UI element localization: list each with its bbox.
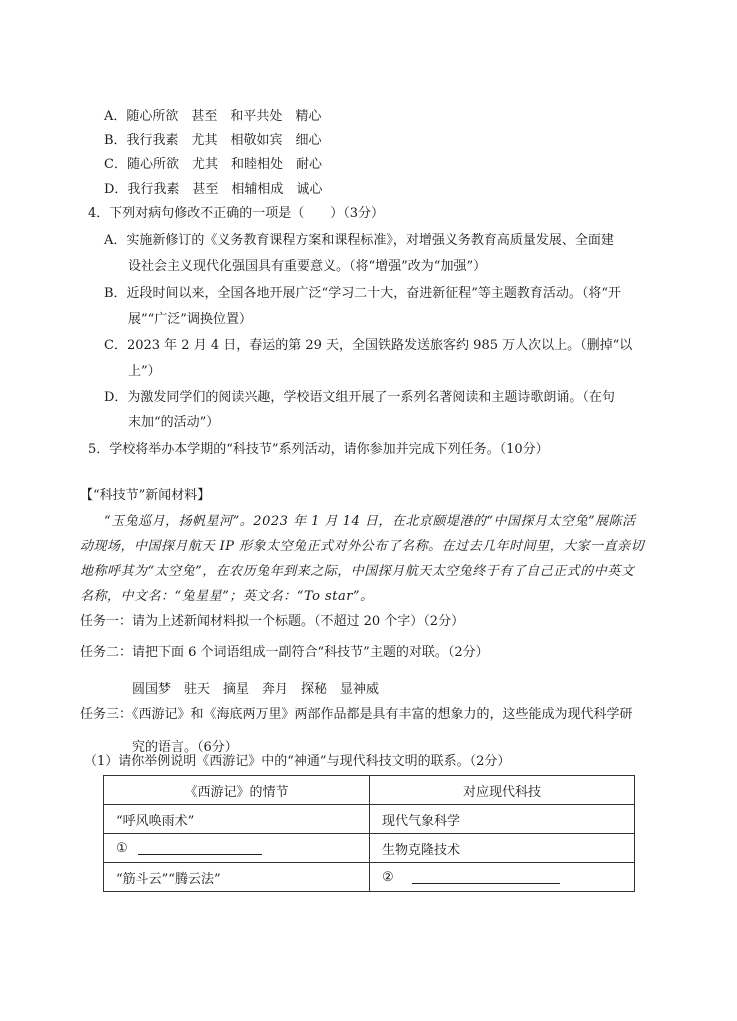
table-row xyxy=(104,805,635,834)
news-line-3: 地称呼其为“太空兔”，在农历兔年到来之际，中国探月航天太空兔终于有了自己正式的中英文 xyxy=(80,564,635,579)
table-header-row xyxy=(104,776,635,805)
table-cell: “呼风唤雨术” xyxy=(104,805,370,834)
q3-option-c: C．随心所欲 尤其 和睦相处 耐心 xyxy=(104,157,322,172)
news-line-4: 名称，中文名：“兔星星”；英文名：“To star”。 xyxy=(80,589,374,604)
table-cell: 现代气象科学 xyxy=(370,805,635,834)
q4-option-a-line2: 设社会主义现代化强国具有重要意义。（将“增强”改为“加强”） xyxy=(128,259,487,274)
q3-option-b: B．我行我素 尤其 相敬如宾 细心 xyxy=(104,133,322,148)
table-cell-blank xyxy=(104,834,370,863)
blank-marker-1: ① xyxy=(116,841,128,856)
subquestion-1: （1）请你举例说明《西游记》中的“神通”与现代科技文明的联系。（2分） xyxy=(84,754,511,769)
task-1: 任务一：请为上述新闻材料拟一个标题。（不超过 20 个字）（2分） xyxy=(80,614,465,629)
table-row xyxy=(104,863,635,892)
news-line-2: 动现场，中国探月航天 IP 形象太空兔正式对外公布了名称。在过去几年时间里，大家一直亲切 xyxy=(80,539,645,554)
q4-option-c-line2: 上”） xyxy=(128,364,161,379)
q4-option-a-line1: A．实施新修订的《义务教育课程方案和课程标准》，对增强义务教育高质量发展、全面建 xyxy=(104,233,614,248)
task-3-line1: 任务三：《西游记》和《海底两万里》两部作品都是具有丰富的想象力的，这些能成为现代科学研 xyxy=(80,707,633,722)
news-line-1: “玉兔巡月，扬帆星河”。2023 年 1 月 14 日，在北京颐堤港的“中国探月太空兔”展陈活 xyxy=(104,514,636,529)
q4-option-c-line1: C．2023 年 2 月 4 日，春运的第 29 天，全国铁路发送旅客约 985 万人次以上。（删掉“以 xyxy=(104,338,633,353)
q3-option-d: D．我行我素 甚至 相辅相成 诚心 xyxy=(104,182,323,197)
table-cell: “筋斗云”“腾云法” xyxy=(104,863,370,892)
q4-stem: 4．下列对病句修改不正确的一项是（ ）（3分） xyxy=(88,206,385,221)
q4-option-d-line1: D．为激发同学们的阅读兴趣，学校语文组开展了一系列名著阅读和主题诗歌朗诵。（在句 xyxy=(104,390,615,405)
q3-option-a: A．随心所欲 甚至 和平共处 精心 xyxy=(104,109,322,124)
answer-blank-1[interactable] xyxy=(138,840,262,855)
table-header-right: 对应现代科技 xyxy=(370,776,635,805)
task-3-line2: 究的语言。（6分） xyxy=(132,740,238,755)
table-cell: 生物克隆技术 xyxy=(370,834,635,863)
answer-blank-2[interactable] xyxy=(412,869,560,884)
q4-option-d-line2: 末加“的活动”） xyxy=(128,415,220,430)
table-row xyxy=(104,834,635,863)
news-heading: 【“科技节”新闻材料】 xyxy=(80,488,211,503)
table-header-left: 《西游记》的情节 xyxy=(104,776,370,805)
task-2: 任务二：请把下面 6 个词语组成一副符合“科技节”主题的对联。（2分） xyxy=(80,645,489,660)
comparison-table xyxy=(103,775,635,892)
couplet-words: 圆国梦 驻天 摘星 奔月 探秘 显神威 xyxy=(132,682,380,697)
q4-option-b-line2: 展”“广泛”调换位置） xyxy=(128,312,252,327)
q4-option-b-line1: B．近段时间以来，全国各地开展广泛“学习二十大，奋进新征程”等主题教育活动。（将“开 xyxy=(104,286,621,301)
question-5: 5．学校将举办本学期的“科技节”系列活动，请你参加并完成下列任务。（10分） xyxy=(88,442,549,457)
blank-marker-2: ② xyxy=(382,870,394,885)
table-cell-blank xyxy=(370,863,635,892)
